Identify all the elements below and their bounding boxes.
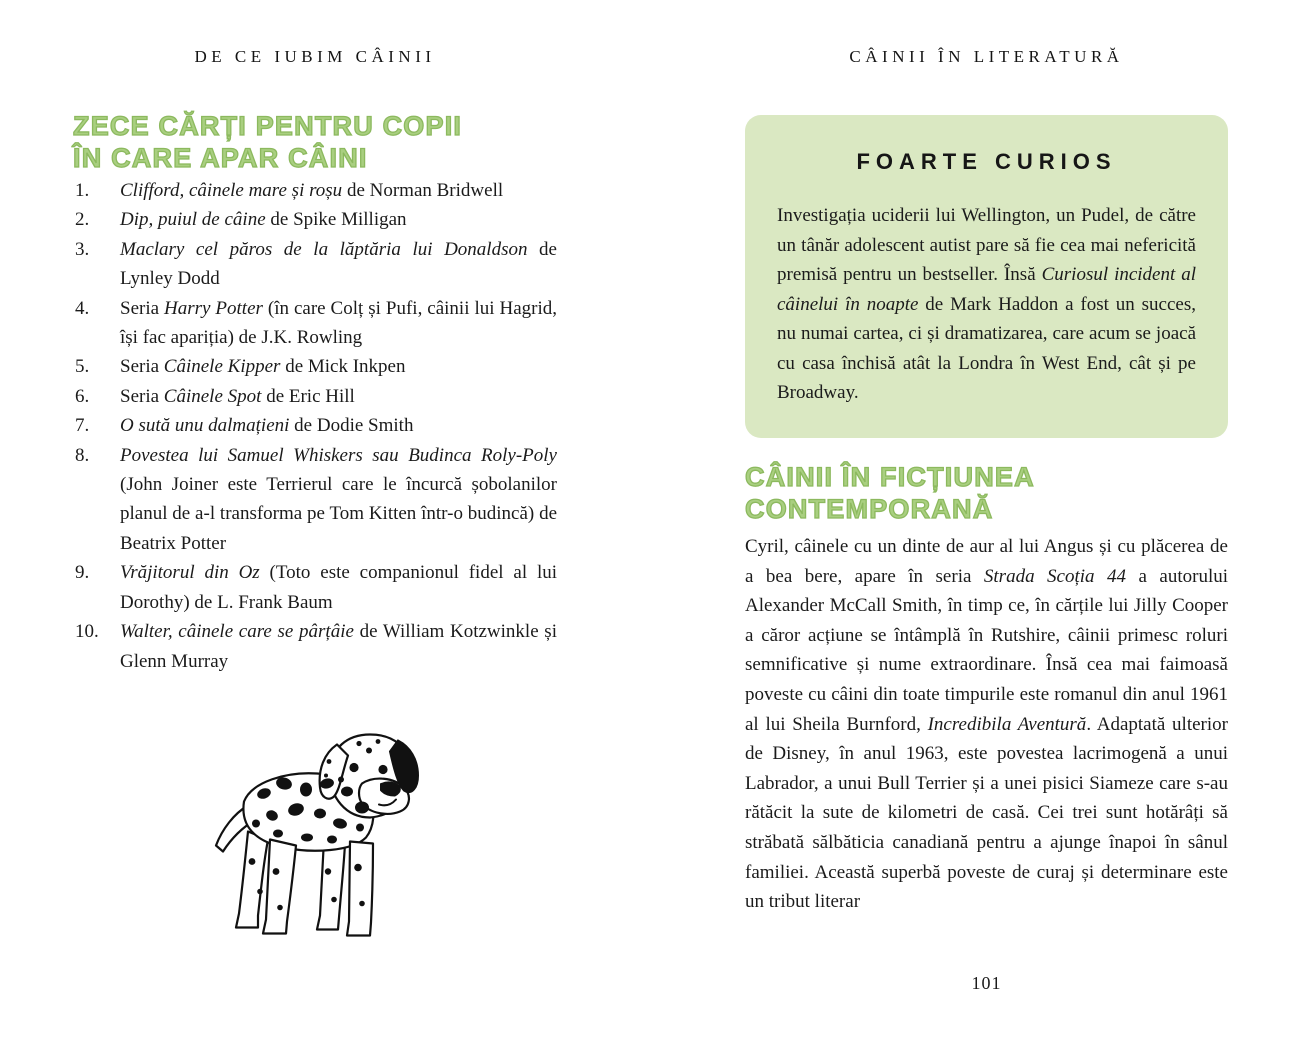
list-item bbox=[75, 558, 557, 617]
list-item-text bbox=[120, 617, 557, 676]
list-item-number: 5. bbox=[75, 356, 90, 378]
list-item-number: 2. bbox=[75, 209, 90, 231]
curious-fact-box-title: FOARTE CURIOS bbox=[856, 149, 1117, 174]
list-item bbox=[75, 235, 557, 294]
curious-fact-box-text bbox=[777, 201, 1196, 408]
text-segment: (Toto este companionul fidel al lui Dorothy) de L. Frank Baum bbox=[120, 562, 558, 613]
running-head-right: CÂINII ÎN LITERATURĂ bbox=[849, 47, 1124, 66]
text-segment: de Lynley Dodd bbox=[120, 238, 557, 290]
text-segment: Incredibila Aventură bbox=[927, 713, 1087, 735]
list-item-text bbox=[120, 441, 557, 559]
list-item bbox=[75, 411, 557, 440]
text-segment: Clifford, câinele mare și roșu bbox=[120, 180, 343, 201]
list-item bbox=[75, 617, 557, 676]
text-segment: Harry Potter bbox=[164, 297, 263, 319]
list-item-text bbox=[120, 411, 557, 440]
list-item-text bbox=[120, 176, 557, 205]
list-item-text bbox=[120, 205, 557, 234]
list-item-number: 6. bbox=[75, 385, 90, 407]
list-item-text bbox=[120, 382, 557, 411]
list-item bbox=[75, 176, 557, 205]
text-segment: Maclary cel păros de la lăptăria lui Donaldson bbox=[120, 238, 528, 260]
book-list bbox=[75, 176, 557, 676]
text-segment: de Norman Bridwell bbox=[342, 180, 504, 201]
section-title-right-line2: CONTEMPORANĂ bbox=[745, 494, 994, 524]
section-title-right-line1: CÂINII ÎN FICȚIUNEA bbox=[745, 462, 1035, 492]
text-segment: de William Kotzwinkle și Glenn Murray bbox=[120, 621, 557, 672]
text-segment: Walter, câinele care se pârțâie bbox=[120, 621, 354, 643]
text-segment: Seria bbox=[120, 297, 165, 319]
text-segment: Strada Scoția 44 bbox=[983, 565, 1127, 587]
text-segment: Investigația uciderii lui Wellington, un Pudel, de către un tânăr adolescent autist pare să fie cea mai nefericită premisă pentru un bestseller. Însă bbox=[777, 205, 1196, 285]
list-item-number: 8. bbox=[75, 444, 90, 466]
section-title-right bbox=[745, 461, 1035, 525]
text-segment: Vrăjitorul din Oz bbox=[120, 562, 260, 584]
text-segment: de Mick Inkpen bbox=[280, 356, 406, 378]
section-body-text bbox=[745, 532, 1228, 917]
text-segment: Câinele Spot bbox=[163, 385, 262, 407]
list-item bbox=[75, 294, 557, 353]
curious-fact-box bbox=[745, 115, 1228, 438]
text-segment: Curiosul incident al câinelui în noapte bbox=[777, 264, 1197, 315]
text-segment: Povestea lui Samuel Whiskers sau Budinca Roly-Poly bbox=[120, 444, 557, 466]
section-title-left-line2: ÎN CARE APAR CÂINI bbox=[73, 143, 368, 173]
list-item-text bbox=[120, 352, 557, 381]
list-item-number: 9. bbox=[75, 562, 90, 584]
text-segment: . Adaptată ulterior de Disney, în anul 1963, este povestea lacrimogenă a unui Labrador, a unui Bull Terrier și a unei pisici Siameze care s-au rătăcit la sute de kilometri de casă. Cei trei sunt hotărâți să străbată sălbăticia canadiană pentru a ajunge înapoi în sânul familiei. Această superbă poveste de curaj și determinare este un tribut literar bbox=[745, 713, 1228, 913]
text-segment: de Eric Hill bbox=[261, 385, 355, 407]
list-item-number: 10. bbox=[75, 621, 99, 643]
list-item-text bbox=[120, 558, 557, 617]
text-segment: de Spike Milligan bbox=[265, 209, 407, 231]
text-segment: Seria bbox=[120, 385, 164, 407]
list-item-number: 4. bbox=[75, 297, 90, 319]
text-segment: Câinele Kipper bbox=[163, 356, 281, 378]
list-item-number: 1. bbox=[75, 180, 90, 201]
text-segment: Cyril, câinele cu un dinte de aur al lui Angus și cu plăcerea de a bea bere, apare în seria bbox=[745, 536, 1228, 587]
list-item-number: 3. bbox=[75, 238, 90, 260]
list-item-number: 7. bbox=[75, 415, 90, 437]
list-item bbox=[75, 205, 557, 234]
text-segment: de Dodie Smith bbox=[289, 415, 414, 437]
list-item bbox=[75, 441, 557, 559]
text-segment: (în care Colț și Pufi, câinii lui Hagrid, își fac apariția) de J.K. Rowling bbox=[120, 297, 557, 349]
text-segment: O sută unu dalmațieni bbox=[120, 415, 290, 437]
text-segment: a autorului Alexander McCall Smith, în timp ce, în cărțile lui Jilly Cooper a căror acțiune se întâmplă în Rutshire, câinii primesc roluri semnificative și nume extraordinare. Însă cea mai faimoasă poveste cu câini din toate timpurile este romanul din anul 1961 al lui Sheila Burnford, bbox=[745, 565, 1229, 735]
text-segment: (John Joiner este Terrierul care le încurcă șobolanilor planul de a-l transforma pe Tom Kitten într-o budincă) de Beatrix Potter bbox=[120, 474, 557, 554]
list-item bbox=[75, 382, 557, 411]
list-item-text bbox=[120, 294, 557, 353]
dalmatian-illustration bbox=[212, 730, 492, 948]
list-item-text bbox=[120, 235, 557, 294]
text-segment: Seria bbox=[120, 356, 164, 378]
text-segment: Dip, puiul de câine bbox=[120, 209, 266, 231]
text-segment: de Mark Haddon a fost un succes, nu numai cartea, ci și dramatizarea, care acum se joacă cu casa închisă atât la Londra în West End, cât și pe Broadway. bbox=[777, 293, 1197, 403]
page-number: 101 bbox=[971, 973, 1002, 993]
section-title-left bbox=[73, 110, 462, 174]
list-item bbox=[75, 352, 557, 381]
running-head-left: DE CE IUBIM CÂINII bbox=[194, 47, 436, 66]
section-title-left-line1: ZECE CĂRȚI PENTRU COPII bbox=[73, 111, 463, 141]
